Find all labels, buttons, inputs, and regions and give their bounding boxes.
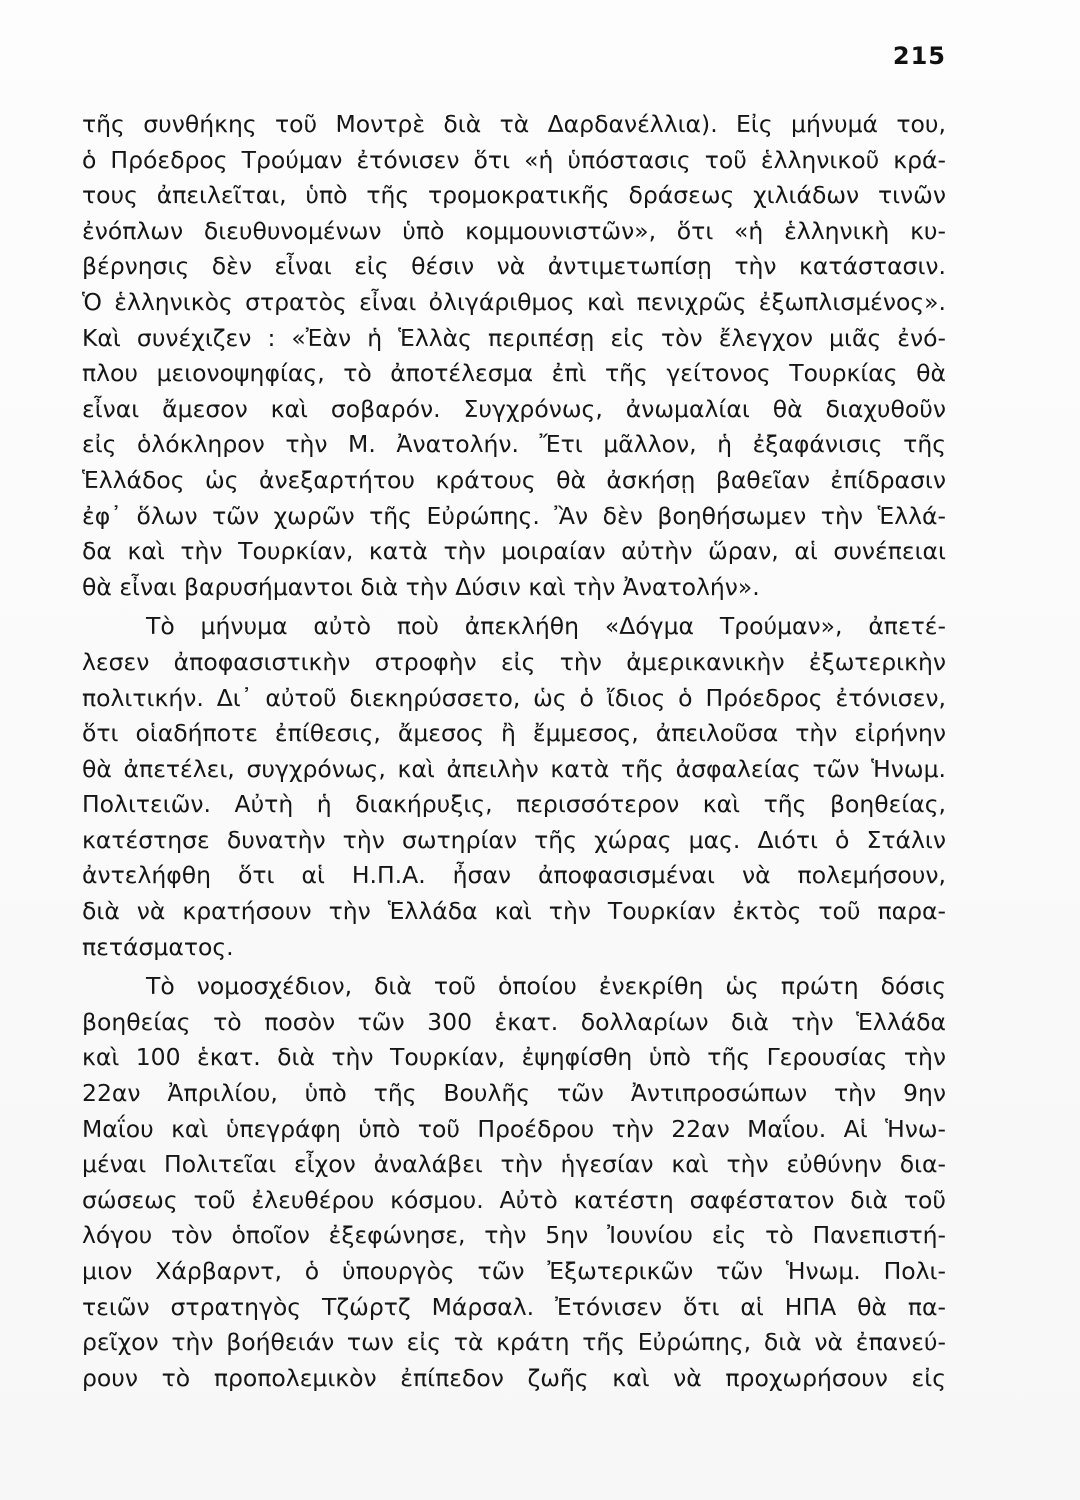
text-line: ὁ Πρόεδρος Τρούμαν ἐτόνισεν ὅτι «ἡ ὑπόστασις τοῦ ἑλληνικοῦ κρά- — [82, 145, 946, 174]
text-line: εἰς ὁλόκληρον τὴν Μ. Ἀνατολήν. Ἔτι μᾶλλον, ἡ ἐξαφάνισις τῆς — [82, 430, 946, 459]
text-line: λόγου τὸν ὁποῖον ἐξεφώνησε, τὴν 5ην Ἰουνίου εἰς τὸ Πανεπιστή- — [82, 1221, 946, 1250]
text-line: βοηθείας τὸ ποσὸν τῶν 300 ἑκατ. δολλαρίων διὰ τὴν Ἑλλάδα — [82, 1007, 946, 1036]
body-text — [82, 107, 946, 1396]
text-line: Καὶ συνέχιζεν : «Ἐὰν ἡ Ἑλλὰς περιπέσῃ εἰς τὸν ἔλεγχον μιᾶς ἐνό- — [82, 323, 946, 352]
text-line: βέρνησις δὲν εἶναι εἰς θέσιν νὰ ἀντιμετωπίσῃ τὴν κατάστασιν. — [82, 252, 946, 281]
text-line: τειῶν στρατηγὸς Τζώρτζ Μάρσαλ. Ἐτόνισεν ὅτι αἱ ΗΠΑ θὰ πα- — [82, 1292, 946, 1321]
text-line: διὰ νὰ κρατήσουν τὴν Ἑλλάδα καὶ τὴν Τουρκίαν ἐκτὸς τοῦ παρα- — [82, 897, 946, 926]
text-line: ὅτι οἱαδήποτε ἐπίθεσις, ἄμεσος ἢ ἔμμεσος, ἀπειλοῦσα τὴν εἰρήνην — [82, 719, 946, 748]
text-line: Μαΐου καὶ ὑπεγράφη ὑπὸ τοῦ Προέδρου τὴν 22αν Μαΐου. Αἱ Ἡνω- — [82, 1114, 946, 1143]
text-line: εἶναι ἄμεσον καὶ σοβαρόν. Συγχρόνως, ἀνωμαλίαι θὰ διαχυθοῦν — [82, 394, 946, 423]
text-line: μιον Χάρβαρντ, ὁ ὑπουργὸς τῶν Ἐξωτερικῶν τῶν Ἡνωμ. Πολι- — [82, 1257, 946, 1285]
text-line: μέναι Πολιτεῖαι εἶχον ἀναλάβει τὴν ἡγεσίαν καὶ τὴν εὐθύνην δια- — [82, 1150, 946, 1179]
text-line: Ὁ ἑλληνικὸς στρατὸς εἶναι ὀλιγάριθμος καὶ πενιχρῶς ἐξωπλισμένος». — [82, 287, 946, 316]
text-line: ρεῖχον τὴν βοήθειάν των εἰς τὰ κράτη τῆς Εὐρώπης, διὰ νὰ ἐπανεύ- — [82, 1328, 946, 1357]
text-line: καὶ 100 ἑκατ. διὰ τὴν Τουρκίαν, ἐψηφίσθη ὑπὸ τῆς Γερουσίας τὴν — [82, 1043, 946, 1072]
text-line: κατέστησε δυνατὴν τὴν σωτηρίαν τῆς χώρας μας. Διότι ὁ Στάλιν — [82, 825, 946, 854]
text-line: τους ἀπειλεῖται, ὑπὸ τῆς τρομοκρατικῆς δράσεως χιλιάδων τινῶν — [82, 181, 946, 210]
text-line: ἐφ᾽ ὅλων τῶν χωρῶν τῆς Εὐρώπης. Ἂν δὲν βοηθήσωμεν τὴν Ἑλλά- — [82, 501, 946, 530]
text-line: θὰ εἶναι βαρυσήμαντοι διὰ τὴν Δύσιν καὶ τὴν Ἀνατολήν». — [82, 572, 760, 601]
text-line: πλου μειονοψηφίας, τὸ ἀποτέλεσμα ἐπὶ τῆς γείτονος Τουρκίας θὰ — [82, 359, 946, 388]
text-line: πετάσματος. — [82, 932, 234, 961]
text-line: ἐνόπλων διευθυνομένων ὑπὸ κομμουνιστῶν», ὅτι «ἡ ἑλληνικὴ κυ- — [82, 216, 946, 245]
text-line: Ἑλλάδος ὡς ἀνεξαρτήτου κράτους θὰ ἀσκήσῃ βαθεῖαν ἐπίδρασιν — [82, 465, 946, 494]
text-line: ἀντελήφθη ὅτι αἱ Η.Π.Α. ἦσαν ἀποφασισμέναι νὰ πολεμήσουν, — [82, 861, 946, 890]
text-line: σώσεως τοῦ ἐλευθέρου κόσμου. Αὐτὸ κατέστη σαφέστατον διὰ τοῦ — [82, 1185, 946, 1214]
text-line: δα καὶ τὴν Τουρκίαν, κατὰ τὴν μοιραίαν αὐτὴν ὥραν, αἱ συνέπειαι — [82, 537, 946, 566]
text-line: πολιτικήν. Δι᾽ αὐτοῦ διεκηρύσσετο, ὡς ὁ ἴδιος ὁ Πρόεδρος ἐτόνισεν, — [82, 683, 946, 712]
text-line: θὰ ἀπετέλει, συγχρόνως, καὶ ἀπειλὴν κατὰ τῆς ἀσφαλείας τῶν Ἡνωμ. — [82, 754, 946, 783]
text-line: λεσεν ἀποφασιστικὴν στροφὴν εἰς τὴν ἀμερικανικὴν ἐξωτερικὴν — [82, 647, 946, 676]
text-line: τῆς συνθήκης τοῦ Μοντρὲ διὰ τὰ Δαρδανέλλια). Εἰς μήνυμά του, — [82, 110, 946, 138]
text-line: ρουν τὸ προπολεμικὸν ἐπίπεδον ζωῆς καὶ νὰ προχωρήσουν εἰς — [82, 1363, 946, 1392]
page-number: 215 — [892, 42, 946, 70]
text-line: Τὸ νομοσχέδιον, διὰ τοῦ ὁποίου ἐνεκρίθη ὡς πρώτη δόσις — [146, 972, 946, 1001]
text-line: 22αν Ἀπριλίου, ὑπὸ τῆς Βουλῆς τῶν Ἀντιπροσώπων τὴν 9ην — [82, 1079, 946, 1108]
text-line: Τὸ μήνυμα αὐτὸ ποὺ ἀπεκλήθη «Δόγμα Τρούμαν», ἀπετέ- — [146, 612, 946, 641]
text-line: Πολιτειῶν. Αὐτὴ ἡ διακήρυξις, περισσότερον καὶ τῆς βοηθείας, — [82, 790, 946, 819]
